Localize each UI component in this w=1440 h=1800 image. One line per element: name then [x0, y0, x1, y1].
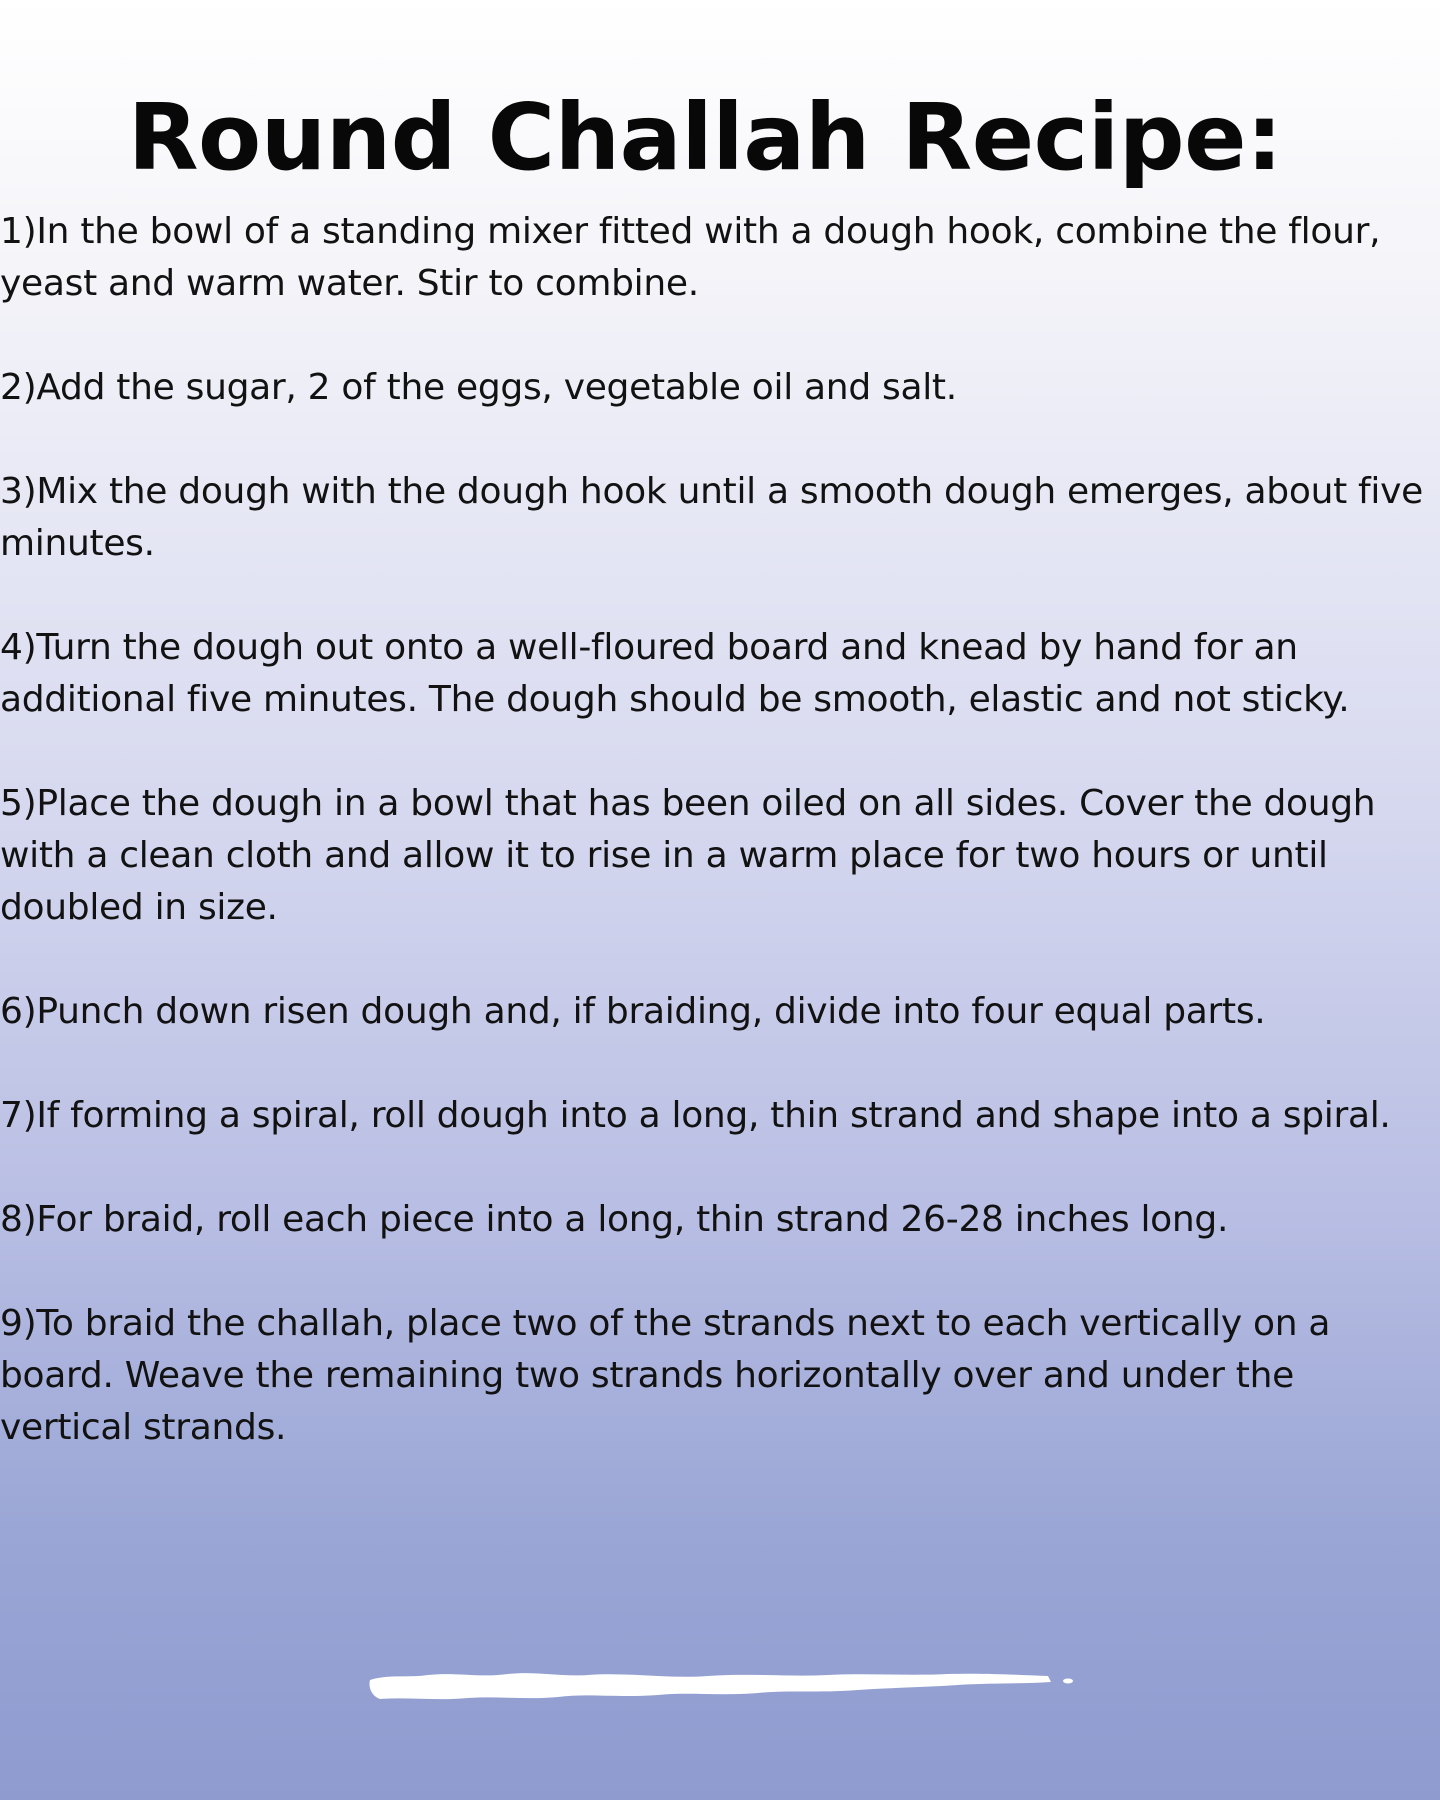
step-2: 2)Add the sugar, 2 of the eggs, vegetable oil and salt.: [0, 367, 957, 408]
page-title: Round Challah Recipe:: [127, 84, 1283, 191]
step-4: 4)Turn the dough out onto a well-floured board and knead by hand for an additional five minutes. The dough should be smooth, elastic and not sticky.: [0, 627, 1350, 720]
step-9: 9)To braid the challah, place two of the strands next to each vertically on a board. Weave the remaining two strands horizontally over and under the vertical strands.: [0, 1303, 1331, 1448]
step-1: 1)In the bowl of a standing mixer fitted with a dough hook, combine the flour, yeast and warm water. Stir to combine.: [0, 211, 1381, 304]
recipe-steps: [0, 206, 1430, 1506]
step-8: 8)For braid, roll each piece into a long, thin strand 26-28 inches long.: [0, 1199, 1229, 1240]
step-3: 3)Mix the dough with the dough hook until a smooth dough emerges, about five minutes.: [0, 471, 1423, 564]
step-5: 5)Place the dough in a bowl that has been oiled on all sides. Cover the dough with a clean cloth and allow it to rise in a warm place for two hours or until doubled in size.: [0, 783, 1376, 928]
step-7: 7)If forming a spiral, roll dough into a long, thin strand and shape into a spiral.: [0, 1095, 1391, 1136]
step-6: 6)Punch down risen dough and, if braiding, divide into four equal parts.: [0, 991, 1266, 1032]
brush-stroke-decoration: [368, 1666, 1080, 1704]
